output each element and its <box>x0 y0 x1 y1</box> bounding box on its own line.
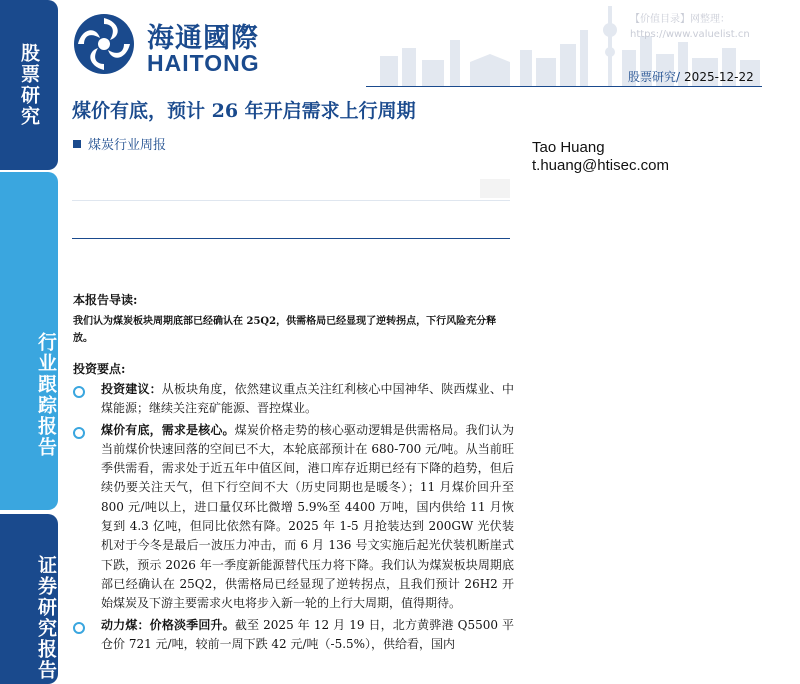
author-email[interactable]: t.huang@htisec.com <box>532 157 669 174</box>
report-title: 煤价有底，预计 26 年开启需求上行周期 <box>72 100 416 122</box>
guide-heading: 本报告导读: <box>73 293 138 307</box>
report-date: 2025-12-22 <box>684 70 754 84</box>
watermark-text: 【价值目录】网整理： https://www.valuelist.cn <box>630 14 750 40</box>
summary-box <box>72 179 510 198</box>
side-tab-securities-research: 证券研究报告 <box>0 514 58 684</box>
list-item: 煤价有底，需求是核心。煤炭价格走势的核心驱动逻辑是供需格局。我们认为当前煤价快速回落的空间已不大，本轮底部预计在 680-700 元/吨。从当前旺季供需看，需求处于近五年中值区间，港口库存近期已经有下降的趋势，但后续仍要关注天气，但下行空间不大（历史同期也是暖冬）；11 月煤价回升至 800 元/吨以上，进口量仅环比微增 5.9%至 4400 万吨，国内供给 11 月恢复到 4.3 亿吨，但同比依然有降。2025 年 1-5 月抢装达到 200GW 光伏装机对于今冬是最后一波压力冲击，而 6 月 136 号文实施后起光伏装机断崖式下跌，预示 2026 年一季度新能源替代压力将下降。我们认为煤炭板块周期底部已经确认在 25Q2，供需格局已经显现了逆转拐点，且我们预计 26H2 开始煤炭及下游主要需求火电将步入新一轮的上行大周期，值得期待。 <box>72 421 514 614</box>
header-divider <box>366 86 762 87</box>
key-points-list <box>72 380 514 656</box>
brand-name-cn: 海通國際 <box>147 23 259 54</box>
side-tab-stock-research: 股票研究 <box>0 0 58 170</box>
square-bullet-icon <box>73 140 81 148</box>
guide-text: 我们认为煤炭板块周期底部已经确认在 25Q2，供需格局已经显现了逆转拐点，下行风险充分释放。 <box>73 316 497 344</box>
report-subtitle: 煤炭行业周报 <box>73 134 166 153</box>
haitong-logo-icon <box>70 12 140 76</box>
bullet-dot-icon <box>73 622 85 634</box>
key-points-heading: 投资要点: <box>73 362 126 376</box>
summary-box-top-line <box>72 200 510 201</box>
brand-name-en: HAITONG <box>147 50 260 76</box>
list-item: 投资建议：从板块角度，依然建议重点关注红利核心中国神华、陕西煤业、中煤能源；继续关注兖矿能源、晋控煤业。 <box>72 380 514 419</box>
author-info <box>532 139 669 175</box>
list-item: 动力煤：价格淡季回升。截至 2025 年 12 月 19 日，北方黄骅港 Q5500 平仓价 721 元/吨，较前一周下跌 42 元/吨（-5.5%），供给看，国内 <box>72 616 514 655</box>
section-divider <box>72 238 510 239</box>
bullet-dot-icon <box>73 427 85 439</box>
bullet-dot-icon <box>73 386 85 398</box>
side-tab-industry-tracking: 行业跟踪报告 <box>0 172 58 510</box>
report-category: 股票研究/ <box>628 70 681 84</box>
header-meta <box>628 68 754 85</box>
author-name: Tao Huang <box>532 139 605 156</box>
